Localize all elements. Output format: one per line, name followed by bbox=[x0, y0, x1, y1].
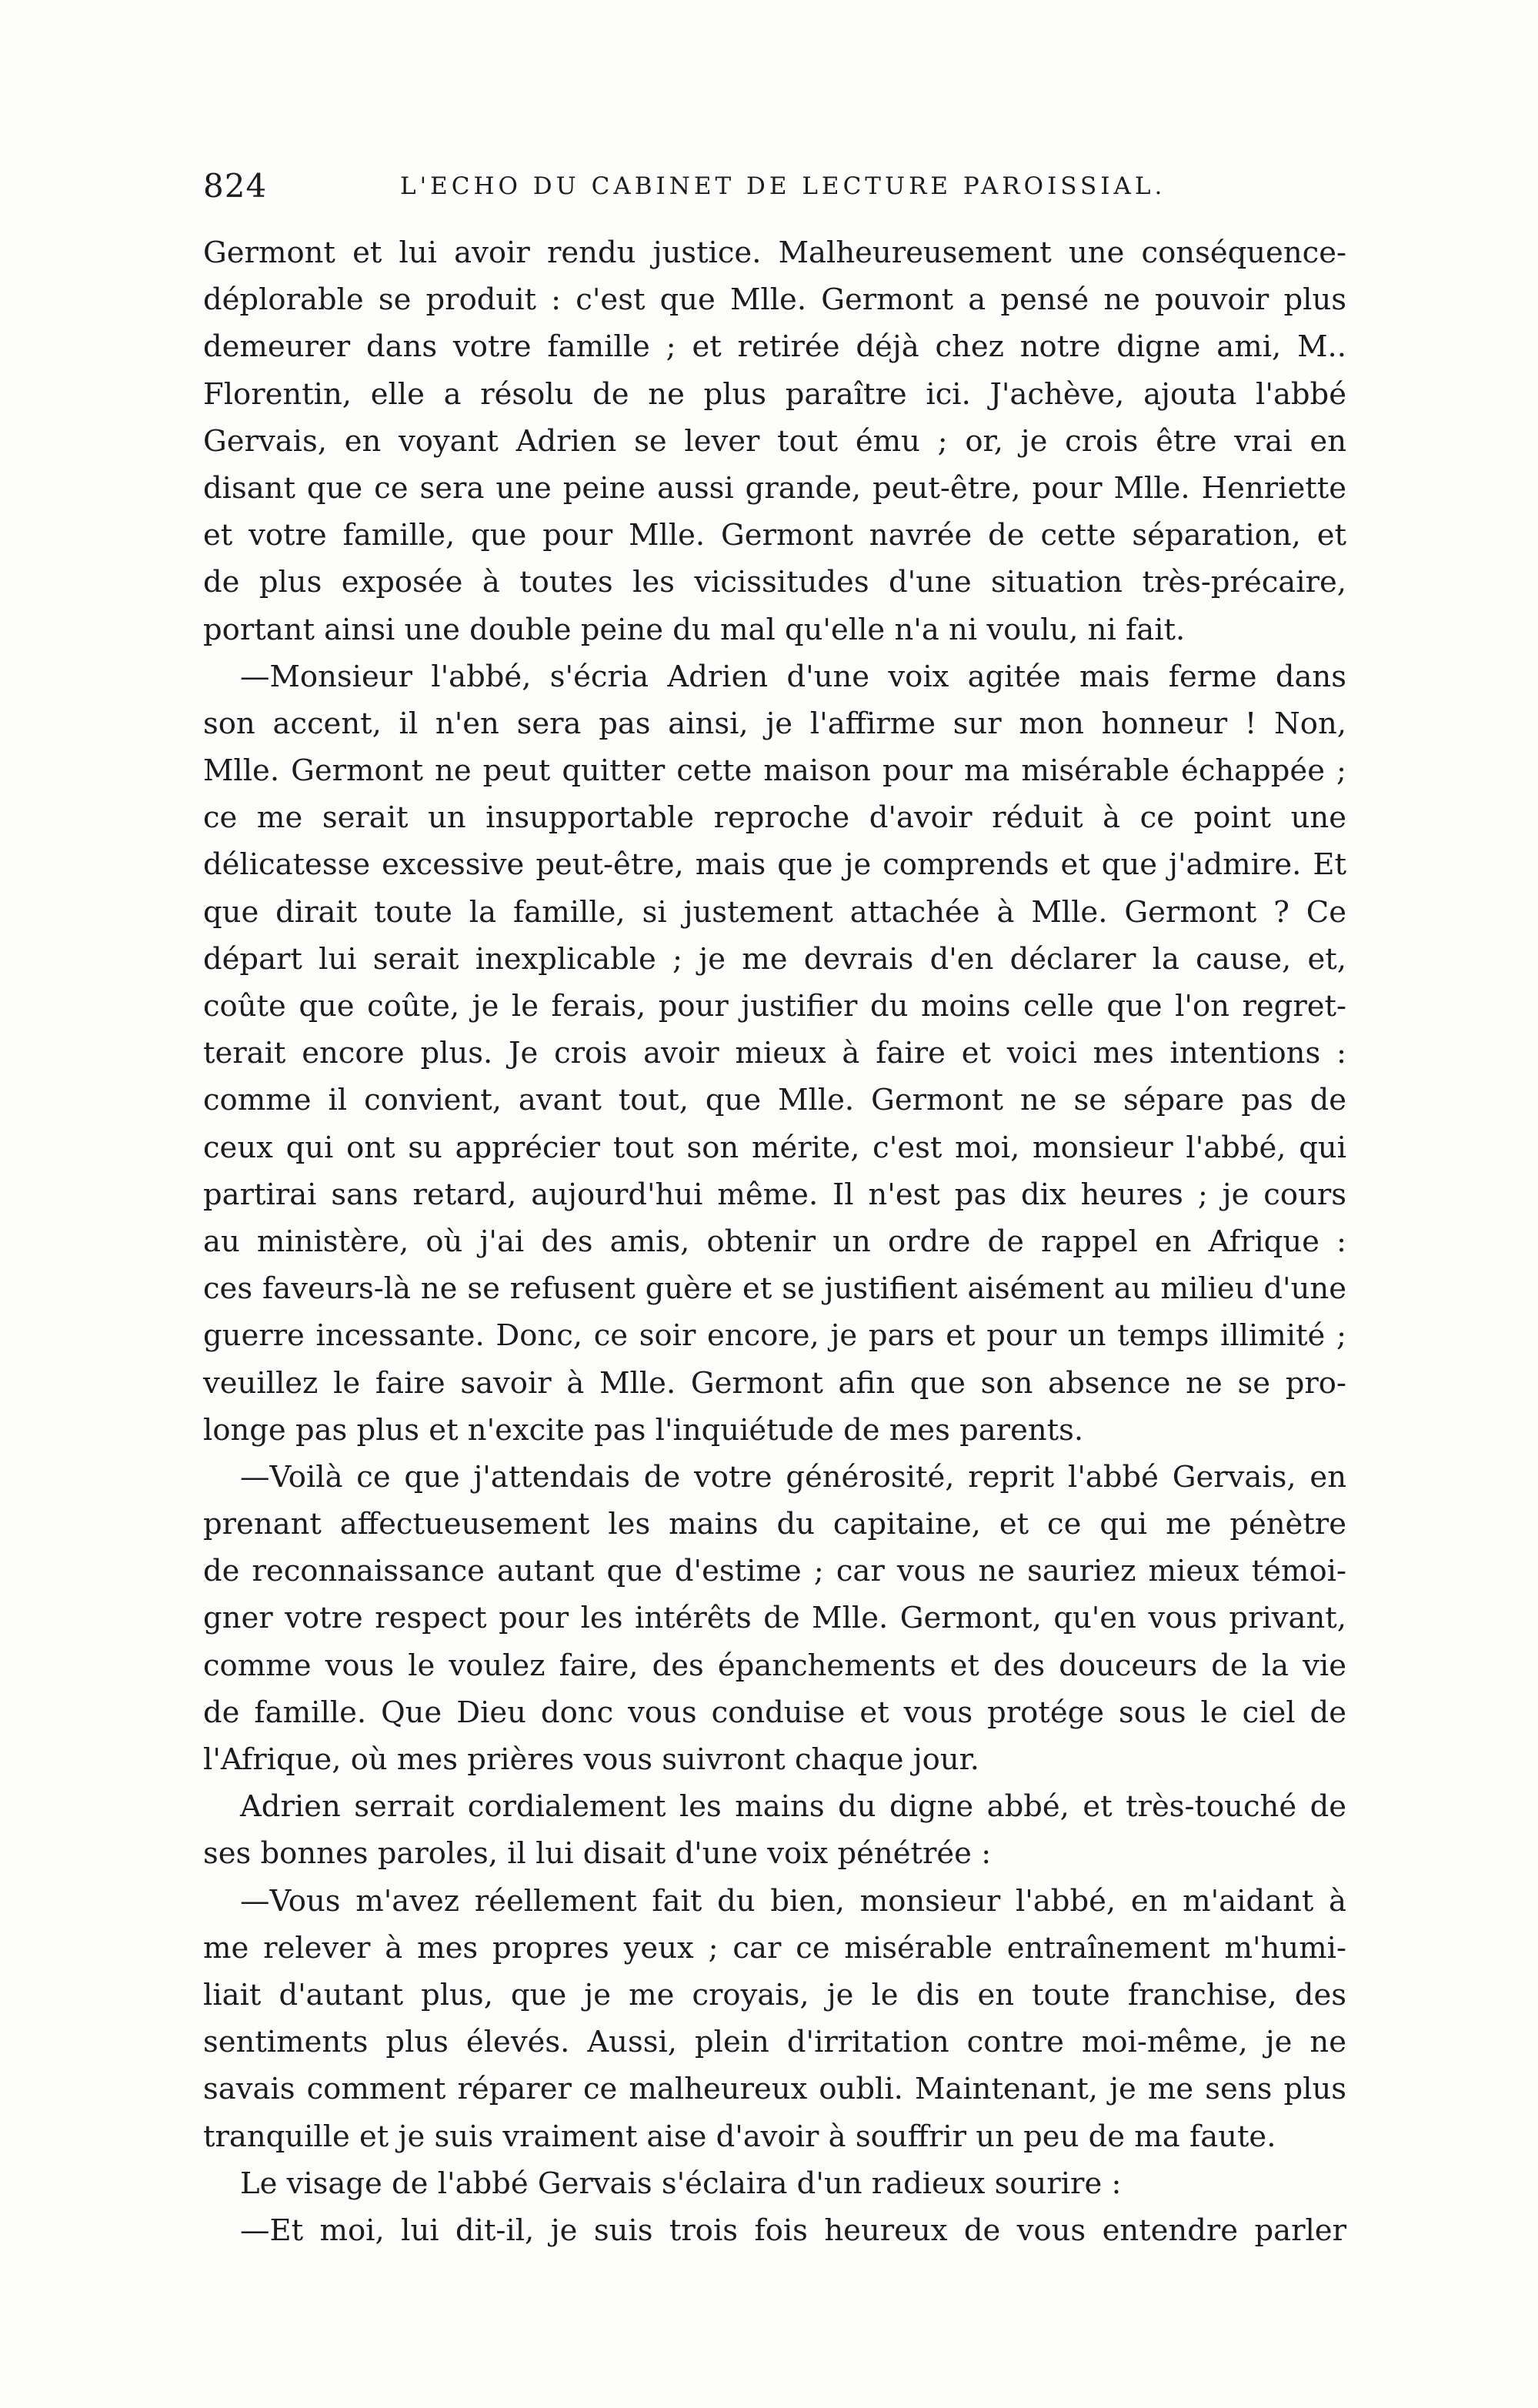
text-line: et votre famille, que pour Mlle. Germont navrée de cette séparation, et bbox=[203, 518, 1346, 553]
text-line: de reconnaissance autant que d'estime ; car vous ne sauriez mieux témoi- bbox=[203, 1554, 1346, 1589]
text-line: ses bonnes paroles, il lui disait d'une voix pénétrée : bbox=[203, 1836, 992, 1872]
text-line: Mlle. Germont ne peut quitter cette maison pour ma misérable échappée ; bbox=[203, 753, 1346, 789]
text-line: délicatesse excessive peut-être, mais que je comprends et que j'admire. Et bbox=[203, 847, 1346, 883]
text-line: de plus exposée à toutes les vicissitudes d'une situation très-précaire, bbox=[203, 565, 1346, 600]
text-line: déplorable se produit : c'est que Mlle. Germont a pensé ne pouvoir plus bbox=[203, 282, 1346, 318]
text-line: me relever à mes propres yeux ; car ce misérable entraînement m'humi- bbox=[203, 1930, 1346, 1965]
text-line: —Et moi, lui dit-il, je suis trois fois heureux de vous entendre parler bbox=[240, 2213, 1346, 2248]
text-line: Germont et lui avoir rendu justice. Malheureusement une conséquence- bbox=[203, 235, 1346, 270]
text-line: ceux qui ont su apprécier tout son mérite, c'est moi, monsieur l'abbé, qui bbox=[203, 1130, 1346, 1165]
text-line: départ lui serait inexplicable ; je me devrais d'en déclarer la cause, et, bbox=[203, 941, 1346, 977]
text-line: au ministère, où j'ai des amis, obtenir un ordre de rappel en Afrique : bbox=[203, 1224, 1346, 1259]
page-number: 824 bbox=[203, 167, 268, 205]
page-header bbox=[203, 163, 1357, 209]
body-text bbox=[203, 229, 1346, 2254]
text-line: de famille. Que Dieu donc vous conduise et vous protége sous le ciel de bbox=[203, 1695, 1346, 1730]
text-line: Le visage de l'abbé Gervais s'éclaira d'un radieux sourire : bbox=[240, 2166, 1122, 2201]
text-line: liait d'autant plus, que je me croyais, je le dis en toute franchise, des bbox=[203, 1977, 1346, 2012]
text-line: tranquille et je suis vraiment aise d'avoir à souffrir un peu de ma faute. bbox=[203, 2119, 1276, 2154]
text-line: —Vous m'avez réellement fait du bien, monsieur l'abbé, en m'aidant à bbox=[240, 1883, 1346, 1919]
text-line: —Voilà ce que j'attendais de votre générosité, reprit l'abbé Gervais, en bbox=[240, 1459, 1346, 1495]
text-line: que dirait toute la famille, si justement attachée à Mlle. Germont ? Ce bbox=[203, 894, 1346, 930]
text-line: Adrien serrait cordialement les mains du digne abbé, et très-touché de bbox=[240, 1789, 1346, 1825]
text-line: ces faveurs-là ne se refusent guère et se justifient aisément au milieu d'une bbox=[203, 1271, 1346, 1307]
text-line: disant que ce sera une peine aussi grande, peut-être, pour Mlle. Henriette bbox=[203, 470, 1346, 506]
text-line: savais comment réparer ce malheureux oubli. Maintenant, je me sens plus bbox=[203, 2072, 1346, 2107]
text-line: portant ainsi une double peine du mal qu'elle n'a ni voulu, ni fait. bbox=[203, 612, 1186, 647]
text-line: son accent, il n'en sera pas ainsi, je l'affirme sur mon honneur ! Non, bbox=[203, 706, 1346, 741]
text-line: guerre incessante. Donc, ce soir encore, je pars et pour un temps illimité ; bbox=[203, 1318, 1346, 1354]
text-line: ce me serait un insupportable reproche d'avoir réduit à ce point une bbox=[203, 800, 1346, 836]
text-line: Florentin, elle a résolu de ne plus paraître ici. J'achève, ajouta l'abbé bbox=[203, 376, 1346, 412]
text-line: l'Afrique, où mes prières vous suivront chaque jour. bbox=[203, 1742, 980, 1777]
text-line: longe pas plus et n'excite pas l'inquiétude de mes parents. bbox=[203, 1412, 1084, 1448]
text-line: veuillez le faire savoir à Mlle. Germont afin que son absence ne se pro- bbox=[203, 1365, 1346, 1401]
text-line: comme vous le voulez faire, des épanchements et des douceurs de la vie bbox=[203, 1648, 1346, 1683]
text-line: Gervais, en voyant Adrien se lever tout ému ; or, je crois être vrai en bbox=[203, 423, 1346, 459]
text-line: terait encore plus. Je crois avoir mieux à faire et voici mes intentions : bbox=[203, 1036, 1346, 1071]
text-line: prenant affectueusement les mains du capitaine, et ce qui me pénètre bbox=[203, 1507, 1346, 1542]
text-line: demeurer dans votre famille ; et retirée déjà chez notre digne ami, M.. bbox=[203, 329, 1346, 365]
text-line: partirai sans retard, aujourd'hui même. Il n'est pas dix heures ; je cours bbox=[203, 1177, 1346, 1212]
text-line: comme il convient, avant tout, que Mlle. Germont ne se sépare pas de bbox=[203, 1083, 1346, 1118]
text-line: —Monsieur l'abbé, s'écria Adrien d'une voix agitée mais ferme dans bbox=[240, 659, 1346, 694]
text-line: sentiments plus élevés. Aussi, plein d'irritation contre moi-même, je ne bbox=[203, 2025, 1346, 2060]
text-line: coûte que coûte, je le ferais, pour justifier du moins celle que l'on regret- bbox=[203, 989, 1346, 1024]
text-line: gner votre respect pour les intérêts de Mlle. Germont, qu'en vous privant, bbox=[203, 1601, 1346, 1636]
running-title: L'ECHO DU CABINET DE LECTURE PAROISSIAL. bbox=[400, 172, 1166, 200]
